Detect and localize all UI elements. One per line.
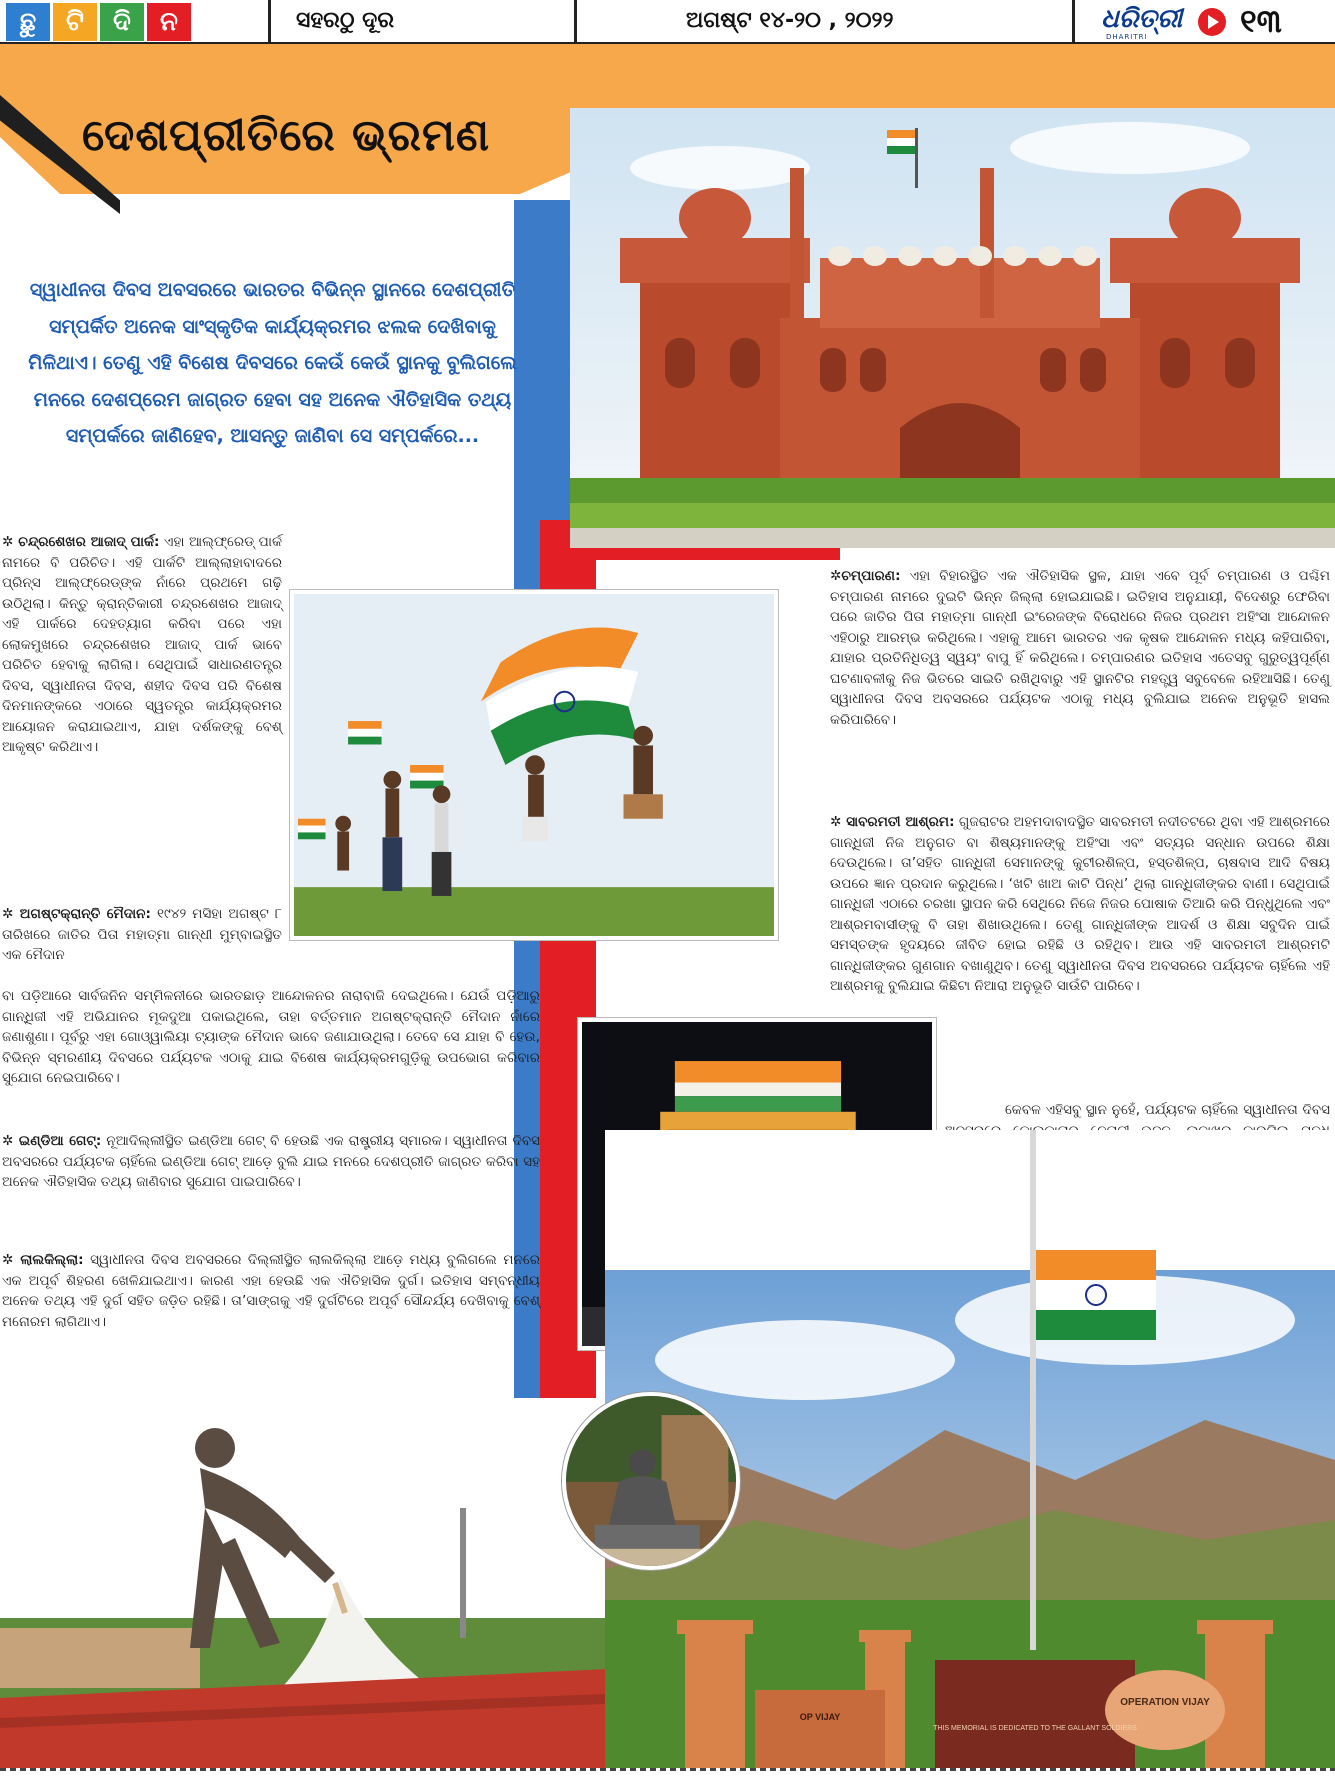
article-body: ୧୯୪୨ ମସିହା ଅଗଷ୍ଟ ୮ ତାରିଖରେ ଜାତିର ପିତା ମହାତ୍ମା ଗାନ୍ଧୀ ମୁମ୍ବାଇସ୍ଥିତ ଏକ ମୈଦାନ (2, 906, 283, 963)
article-heading: ଅଗଷ୍ଟକ୍ରାନ୍ତି ମୈଦାନ: (19, 906, 151, 922)
page-number: ୧୩ (1240, 2, 1282, 40)
page-headline: ଦେଶପ୍ରୀତିରେ ଭ୍ରମଣ (82, 109, 491, 161)
article-body: ଏହା ଆଲ୍‌ଫ୍ରେଡ୍ ପାର୍କ ନାମରେ ବି ପରିଚିତ। ଏହି ପାର୍କଟି ଆଲ୍ଲାହାବାଦରେ ପ୍ରିନ୍ସ ଆଲ୍‌ଫ୍ରେଡ୍‌ଙ୍କ ନାଁରେ ପ୍ରଥମେ ଗଢ଼ି ଉଠିଥିଲା। କିନ୍ତୁ କ୍ରାନ୍ତିକାରୀ ଚନ୍ଦ୍ରଶେଖର ଆଜାଦ୍ ଏହି ପାର୍କରେ ଦେହତ୍ୟାଗ କରିବା ପରେ ଏହା ଲୋକମୁଖରେ ଚନ୍ଦ୍ରଶେଖର ଆଜାଦ୍ ପାର୍କ ଭାବେ ପରିଚିତ ହେବାକୁ ଲାଗିଲା। ସେଥିପାଇଁ ସାଧାରଣତନ୍ତ୍ର ଦିବସ, ସ୍ୱାଧୀନତା ଦିବସ, ଶହୀଦ ଦିବସ ପରି ବିଶେଷ ଦିନମାନଙ୍କରେ ଏଠାରେ ସ୍ୱତନ୍ତ୍ର କାର୍ଯ୍ୟକ୍ରମର ଆୟୋଜନ କରାଯାଇଥାଏ, ଯାହା ଦର୍ଶକଙ୍କୁ ବେଶ୍ ଆକୃଷ୍ଟ କରିଥାଏ। (2, 534, 282, 755)
article-red-fort (2, 1250, 540, 1332)
article-sabarmati (830, 812, 1330, 997)
bullet-star: ✲ (830, 568, 842, 584)
article-body: ନୂଆଦିଲ୍ଲୀସ୍ଥିତ ଇଣ୍ଡିଆ ଗେଟ୍ ବି ହେଉଛି ଏକ ରାଷ୍ଟ୍ରୀୟ ସ୍ମାରକ। ସ୍ୱାଧୀନତା ଦିବସ ଅବସରରେ ପର୍ଯ୍ୟଟକ ଚାହିଁଲେ ଇଣ୍ଡିଆ ଗେଟ୍ ଆଡ଼େ ବୁଲି ଯାଇ ମନରେ ଦେଶପ୍ରୀତି ଜାଗ୍ରତ କରିବା ସହ ଅନେକ ଐତିହାସିକ ତଥ୍ୟ ଜାଣିବାର ସୁଯୋଗ ପାଇପାରିବେ। (2, 1133, 540, 1190)
bullet-star: ✲ (830, 814, 847, 830)
bullet-star: ✲ (2, 534, 19, 550)
article-kranti-maidan-intro (2, 904, 282, 966)
bullet-star: ✲ (2, 1252, 21, 1268)
flag-boys-photo (290, 590, 778, 940)
red-fort-illustration (570, 108, 1335, 548)
sabarmati-ashram-photo (562, 1392, 740, 1570)
section-title: ସହରଠୁ ଦୂର (296, 8, 394, 33)
dandi-statue-illustration (0, 1398, 630, 1768)
article-body: ଏହା ବିହାରସ୍ଥିତ ଏକ ଐତିହାସିକ ସ୍ଥଳ, ଯାହା ଏବେ ପୂର୍ବ ଚମ୍ପାରଣ ଓ ପଶ୍ଚିମ ଚମ୍ପାରଣ ନାମରେ ଦୁଇଟି ଭିନ୍ନ ଜିଲ୍ଲା ହୋଇଯାଇଛି। ଇତିହାସ ଅନୁଯାୟୀ, ବିଦେଶରୁ ଫେରିବା ପରେ ଜାତିର ପିତା ମହାତ୍ମା ଗାନ୍ଧୀ ଇଂରେଜଙ୍କ ବିରୋଧରେ ନିଜର ପ୍ରଥମ ଅହିଂସା ଆନ୍ଦୋଳନ ଏହିଠାରୁ ଆରମ୍ଭ କରିଥିଲେ। ଏହାକୁ ଆମେ ଭାରତର ଏକ କୃଷକ ଆନ୍ଦୋଳନ ମଧ୍ୟ କହିପାରିବା, ଯାହାର ପ୍ରତିନିଧିତ୍ୱ ସ୍ୱୟଂ ବାପୁ ହିଁ କରିଥିଲେ। ଚମ୍ପାରଣର ଇତିହାସ ଏତେସବୁ ଗୁରୁତ୍ୱପୂର୍ଣ୍ଣ ଘଟଣାବଳୀକୁ ନିଜ ଭିତରେ ସାଇତି ରଖିଥିବାରୁ ଏହି ସ୍ଥାନଟିର ମହତ୍ତ୍ୱ ସବୁବେଳେ ରହିଆସିଛି। ତେଣୁ ସ୍ୱାଧୀନତା ଦିବସ ଅବସରରେ ପର୍ଯ୍ୟଟକ ଏଠାକୁ ମଧ୍ୟ ବୁଲିଯାଇ ଅନେକ ଅନୁଭୂତି ହାସଲ କରିପାରିବେ। (830, 568, 1330, 728)
article-body: ସ୍ୱାଧୀନତା ଦିବସ ଅବସରରେ ଦିଲ୍ଲୀସ୍ଥିତ ଲାଲକିଲ୍ଲା ଆଡ଼େ ମଧ୍ୟ ବୁଲିଗଲେ ମନରେ ଏକ ଅପୂର୍ବ ଶିହରଣ ଖେଳିଯାଇଥାଏ। କାରଣ ଏହା ହେଉଛି ଏକ ଐତିହାସିକ ଦୁର୍ଗ। ଇତିହାସ ସମ୍ବନ୍ଧୀୟ ଅନେକ ତଥ୍ୟ ଏହି ଦୁର୍ଗ ସହିତ ଜଡ଼ିତ ରହିଛି। ତା’ସାଙ୍ଗକୁ ଏହି ଦୁର୍ଗଟିରେ ଅପୂର୍ବ ସୌନ୍ଦର୍ଯ୍ୟ ଦେଖିବାକୁ ବେଶ୍ ମନୋରମ ଲାଗିଥାଏ। (2, 1252, 541, 1330)
dandi-statue-photo (0, 1398, 630, 1768)
flag-boys-illustration (294, 594, 774, 936)
article-body: ବା ପଡ଼ିଆରେ ସାର୍ବଜନିନ ସମ୍ମିଳନୀରେ ଭାରତଛାଡ଼ ଆନ୍ଦୋଳନର ନାରାବାଜି ଦେଇଥିଲେ। ଯେଉଁ ପଡ଼ିଆରୁ ଗାନ୍ଧିଜୀ ଏହି ଅଭିଯାନର ମୂକଦୁଆ ପକାଇଥିଲେ, ତାହା ବର୍ତ୍ତମାନ ଅଗଷ୍ଟକ୍ରାନ୍ତି ମୈଦାନ ନାଁରେ ଜଣାଶୁଣା। ପୂର୍ବରୁ ଏହା ଗୋଓ୍ୱାଲିୟା ଟ୍ୟାଙ୍କ ମୈଦାନ ଭାବେ ଜଣାଯାଉଥିଲା। ତେବେ ସେ ଯାହା ବି ହେଉ, ବିଭିନ୍ନ ସ୍ମରଣୀୟ ଦିବସରେ ପର୍ଯ୍ୟଟକ ଏଠାକୁ ଯାଇ ବିଶେଷ କାର୍ଯ୍ୟକ୍ରମଗୁଡ଼ିକୁ ଉପଭୋଗ କରିବାର ସୁଯୋଗ ନେଇପାରିବେ। (2, 988, 540, 1086)
red-fort-photo (570, 108, 1335, 548)
article-heading: ସାବରମତୀ ଆଶ୍ରମ: (846, 814, 955, 830)
brand-letter-4: ନ (147, 3, 191, 41)
newspaper-logo-english: DHARITRI (1106, 33, 1148, 41)
bullet-star: ✲ (2, 1133, 19, 1149)
newspaper-logo: ଧରିତ୍ରୀ (1101, 4, 1183, 34)
intro-paragraph: ସ୍ୱାଧୀନତା ଦିବସ ଅବସରରେ ଭାରତର ବିଭିନ୍ନ ସ୍ଥାନରେ ଦେଶପ୍ରୀତି ସମ୍ପର୍କିତ ଅନେକ ସାଂସ୍କୃତିକ କାର୍ଯ୍ୟକ୍ରମର ଝଲକ ଦେଖିବାକୁ ମିଳିଥାଏ। ତେଣୁ ଏହି ବିଶେଷ ଦିବସରେ କେଉଁ କେଉଁ ସ୍ଥାନକୁ ବୁଲିଗଲେ ମନରେ ଦେଶପ୍ରେମ ଜାଗ୍ରତ ହେବା ସହ ଅନେକ ଐତିହାସିକ ତଥ୍ୟ ସମ୍ପର୍କରେ ଜାଣିହେବ, ଆସନ୍ତୁ ଜାଣିବା ସେ ସମ୍ପର୍କରେ... (28, 279, 517, 447)
article-heading: ଚମ୍ପାରଣ: (841, 568, 901, 584)
article-kranti-maidan (2, 986, 540, 1089)
memorial-plaque-title: OP VIJAY (799, 1712, 841, 1722)
brand-letter-3: ଦି (100, 3, 144, 41)
sabarmati-statue-illustration (566, 1396, 736, 1566)
article-heading: ଲାଲକିଲ୍ଲା: (20, 1252, 84, 1268)
article-heading: ଇଣ୍ଡିଆ ଗେଟ୍: (18, 1133, 102, 1149)
issue-date: ଅଗଷ୍ଟ ୧୪-୨୦ , ୨୦୨୨ (686, 8, 894, 33)
article-india-gate (2, 1131, 540, 1193)
memorial-banner: OPERATION VIJAY (1120, 1697, 1210, 1708)
article-body: କେବଳ ଏହିସବୁ ସ୍ଥାନ ନୁହେଁ, ପର୍ଯ୍ୟଟକ ଚାହିଁଲେ ସ୍ୱାଧୀନତା ଦିବସ (1005, 1102, 1330, 1118)
masthead-divider (268, 0, 271, 42)
play-icon (1198, 8, 1226, 36)
article-body: ଗୁଜରାଟର ଅହମଦାବାଦସ୍ଥିତ ସାବରମତୀ ନଦୀତଟରେ ଥିବା ଏହି ଆଶ୍ରମରେ ଗାନ୍ଧିଜୀ ନିଜ ଅନୁଗତ ବା ଶିଷ୍ୟମାନଙ୍କୁ ଅହିଂସା ଏବଂ ସତ୍ୟର ସନ୍ଧାନ ଉପରେ ଶିକ୍ଷା ଦେଉଥିଲେ। ତା’ସହିତ ଗାନ୍ଧିଜୀ ସେମାନଙ୍କୁ କୁଟୀରଶିଳ୍ପ, ହସ୍ତଶିଳ୍ପ, ଚାଷବାସ ଆଦି ବିଷୟ ଉପରେ ଜ୍ଞାନ ପ୍ରଦାନ କରୁଥିଲେ। ‘ଖଟି ଖାଅ କାଟି ପିନ୍ଧ’ ଥିଲା ଗାନ୍ଧିଜୀଙ୍କର ବାଣୀ। ସେଥିପାଇଁ ଗାନ୍ଧିଜୀ ଏଠାରେ ଚରଖା ସ୍ଥାପନ କରି ସେଥିରେ ନିଜେ ନିଜର ପୋଷାକ ତିଆରି କରି ପିନ୍ଧୁଥିଲେ ଏବଂ ଆଶ୍ରମବାସୀଙ୍କୁ ବି ତାହା ଶିଖାଉଥିଲେ। ତେଣୁ ଗାନ୍ଧିଜୀଙ୍କ ଆଦର୍ଶ ଓ ଶିକ୍ଷା ସବୁଦିନ ପାଇଁ ସମସ୍ତଙ୍କ ହୃଦୟରେ ଜୀବିତ ହୋଇ ରହିଛି ଓ ରହିଥିବ। ଆଉ ଏହି ସାବରମତୀ ଆଶ୍ରମଟି ଗାନ୍ଧିଜୀଙ୍କର ଗୁଣଗାନ ବଖାଣୁଥିବ। ତେଣୁ ସ୍ୱାଧୀନତା ଦିବସ ଅବସରରେ ପର୍ଯ୍ୟଟକ ଚାହିଁଲେ ଏହି ଆଶ୍ରମକୁ ବୁଲିଯାଇ କିଛିଟା ନିଆରା ଅନୁଭୂତି ସାଉଁଟି ପାରିବେ। (830, 814, 1330, 994)
brand-letter-2: ଟି (53, 3, 97, 41)
brand-letter-1: ଛୁ (6, 3, 50, 41)
memorial-plaque: THIS MEMORIAL IS DEDICATED TO THE GALLANT SOLDIERS (933, 1725, 1137, 1732)
article-heading: ଚନ୍ଦ୍ରଶେଖର ଆଜାଦ୍ ପାର୍କ: (18, 534, 160, 550)
section-brand (6, 3, 191, 41)
bullet-star: ✲ (2, 906, 20, 922)
article-azad-park (2, 532, 282, 758)
article-champaran (830, 566, 1330, 730)
masthead-divider (1072, 0, 1075, 42)
masthead-divider (574, 0, 577, 42)
footer-rule (0, 1768, 1335, 1771)
masthead (0, 0, 1335, 44)
